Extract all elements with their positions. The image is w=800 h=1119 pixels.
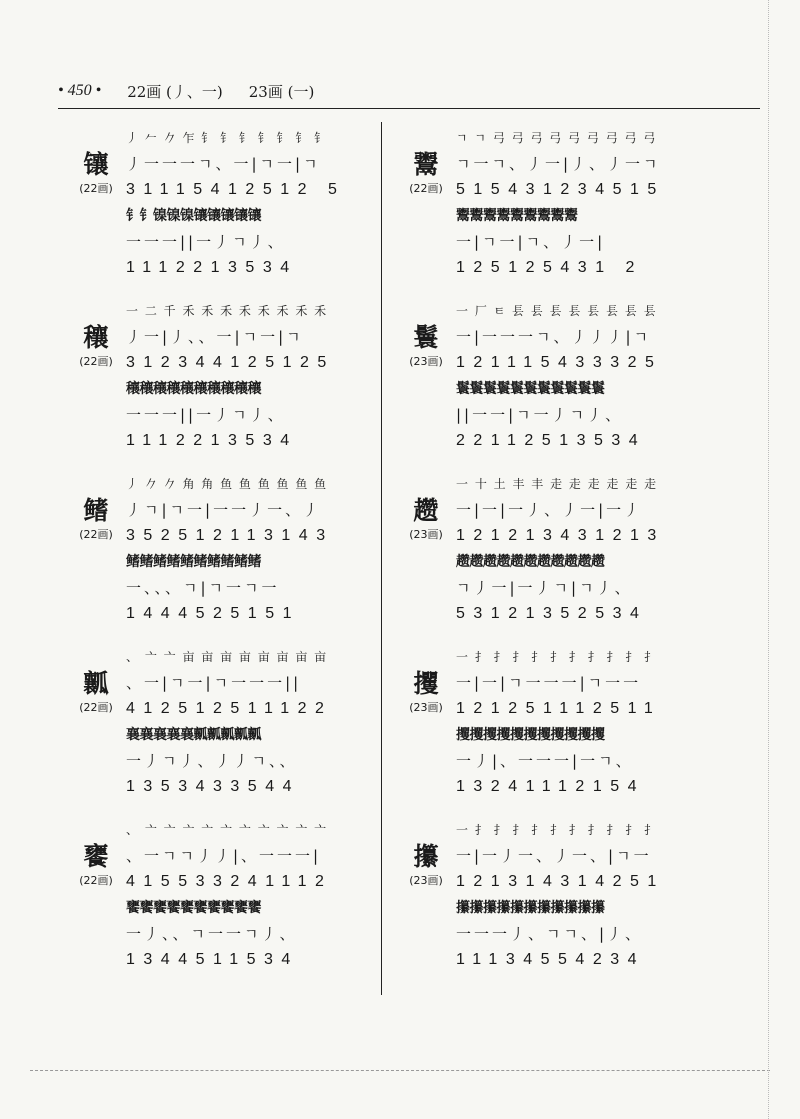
progressive-row: 一 二 千 禾 禾 禾 禾 禾 禾 禾 禾 (126, 304, 328, 318)
stroke-row: 一丿、、ㄱ一一ㄱ丿、 (126, 925, 298, 943)
stroke-row: 、一ㄱㄱ丿丿|、一一一| (126, 847, 322, 865)
progressive-row: 攥攥攥攥攥攥攥攥攥攥攥 (456, 900, 605, 916)
stroke-row: 丿ㄱ|ㄱ一|一一丿一、丿 (126, 501, 322, 519)
stroke-row: 一|一|ㄱ一一一|ㄱ一一 (456, 674, 642, 692)
stroke-row: 丿一|丿、、一|ㄱ一|ㄱ (126, 328, 304, 346)
stroke-lines (126, 125, 436, 281)
entry-character: 鳍 (83, 496, 109, 525)
number-row: 31115412512 5 (126, 181, 346, 198)
stroke-lines (126, 471, 436, 627)
number-row: 1353433544 (126, 778, 300, 795)
char-box (398, 150, 454, 196)
number-row: 11134554234 (456, 951, 646, 968)
char-box (398, 323, 454, 369)
progressive-row: 、 亠 亠 亠 亠 亠 亠 亠 亠 亠 亠 (126, 823, 328, 837)
stroke-row: 一|ㄱ一|ㄱ、丿一| (456, 233, 606, 251)
left-column (68, 125, 443, 990)
progressive-row: 鬻鬻鬻鬻鬻鬻鬻鬻鬻 (456, 208, 578, 224)
stroke-row: ||一一|ㄱ一丿ㄱ丿、 (456, 406, 624, 424)
stroke-row: ㄱ一ㄱ、丿一|丿、丿一ㄱ (456, 155, 661, 173)
progressive-row: 鬟鬟鬟鬟鬟鬟鬟鬟鬟鬟鬟 (456, 381, 605, 397)
character-entry (398, 298, 773, 471)
stroke-row: 一丿ㄱ丿、丿丿ㄱ、、 (126, 752, 298, 770)
progressive-row: 丿 𠂉 𠂊 乍 钅 钅 钅 钅 钅 钅 钅 (126, 131, 328, 145)
number-row: 412512511122 (126, 700, 333, 717)
character-entry (68, 471, 443, 644)
number-row: 121251112511 (456, 700, 662, 717)
stroke-row: ㄱ丿一|一丿ㄱ|ㄱ丿、 (456, 579, 633, 597)
stroke-lines (126, 298, 436, 454)
char-box (68, 669, 124, 715)
entry-character: 瓤 (83, 669, 109, 698)
stroke-lines (456, 298, 766, 454)
character-entry (68, 125, 443, 298)
progressive-row: ㄱ ㄱ 弓 弓 弓 弓 弓 弓 弓 弓 弓 (456, 131, 657, 145)
char-box (68, 150, 124, 196)
character-entry (68, 817, 443, 990)
bottom-rule (30, 1070, 770, 1071)
stroke-row: 一|一一一ㄱ、丿丿丿|ㄱ (456, 328, 652, 346)
progressive-row: 攫攫攫攫攫攫攫攫攫攫攫 (456, 727, 605, 743)
character-entry (68, 298, 443, 471)
number-row: 352512113143 (126, 527, 334, 544)
stroke-count: (22画) (409, 182, 443, 195)
stroke-count: (23画) (409, 355, 443, 368)
section-label-left: 22画 (丿、一) (127, 82, 223, 101)
number-row: 53121352534 (456, 605, 648, 622)
stroke-count: (23画) (409, 701, 443, 714)
stroke-row: 一一一||一丿ㄱ丿、 (126, 406, 286, 424)
stroke-count: (23画) (409, 874, 443, 887)
stroke-lines (126, 817, 436, 973)
stroke-lines (126, 644, 436, 800)
stroke-lines (456, 471, 766, 627)
progressive-row: 一 厂 ㅌ 镸 镸 镸 镸 镸 镸 镸 镸 (456, 304, 658, 318)
entry-character: 趱 (413, 496, 439, 525)
number-row: 121213431213 (456, 527, 665, 544)
char-box (398, 669, 454, 715)
progressive-row: 穰穰穰穰穰穰穰穰穰穰 (126, 381, 261, 397)
stroke-count: (22画) (79, 528, 113, 541)
character-entry (398, 644, 773, 817)
number-row: 13241112154 (456, 778, 646, 795)
entry-character: 鬟 (413, 323, 439, 352)
character-entry (68, 644, 443, 817)
progressive-row: 趱趱趱趱趱趱趱趱趱趱趱 (456, 554, 605, 570)
entry-character: 饔 (83, 842, 109, 871)
page-header (58, 76, 758, 106)
entry-character: 攫 (413, 669, 439, 698)
stroke-lines (456, 817, 766, 973)
progressive-row: 钅钅镍镍镍镶镶镶镶镶 (126, 208, 261, 224)
stroke-count: (22画) (79, 355, 113, 368)
page-number: • 450 • (58, 82, 102, 99)
char-box (398, 842, 454, 888)
number-row: 312344125125 (126, 354, 335, 371)
section-label-right: 23画 (一) (248, 82, 315, 101)
stroke-count: (22画) (79, 701, 113, 714)
stroke-count: (23画) (409, 528, 443, 541)
stroke-row: 一丿|、一一一|一ㄱ、 (456, 752, 634, 770)
character-entry (398, 817, 773, 990)
stroke-count: (22画) (79, 182, 113, 195)
char-box (68, 496, 124, 542)
stroke-row: 丿一一一ㄱ、一|ㄱ一|ㄱ (126, 155, 321, 173)
stroke-row: 一|一丿一、丿一、|ㄱ一 (456, 847, 652, 865)
stroke-row: 、一|ㄱ一|ㄱ一一一|| (126, 674, 302, 692)
character-entry (398, 125, 773, 298)
stroke-row: 一一一丿、ㄱㄱ、|丿、 (456, 925, 644, 943)
number-row: 1344511534 (126, 951, 299, 968)
progressive-row: 丿 𠂊 𠂊 角 角 鱼 鱼 鱼 鱼 鱼 鱼 (126, 477, 328, 491)
stroke-row: 一一一||一丿ㄱ丿、 (126, 233, 286, 251)
entry-character: 攥 (413, 842, 439, 871)
entry-character: 鬻 (413, 150, 439, 179)
number-row: 515431234515 (456, 181, 665, 198)
char-box (68, 323, 124, 369)
number-row: 1112213534 (126, 432, 298, 449)
number-row: 121115433325 (456, 354, 663, 371)
number-row: 125125431 2 (456, 259, 643, 276)
progressive-row: 一 扌 扌 扌 扌 扌 扌 扌 扌 扌 扌 (456, 823, 658, 837)
number-row: 1112213534 (126, 259, 298, 276)
entry-character: 穰 (83, 323, 109, 352)
stroke-lines (456, 644, 766, 800)
progressive-row: 一 扌 扌 扌 扌 扌 扌 扌 扌 扌 扌 (456, 650, 658, 664)
char-box (68, 842, 124, 888)
stroke-lines (456, 125, 766, 281)
character-entry (398, 471, 773, 644)
entry-character: 镶 (83, 150, 109, 179)
number-row: 1444525151 (126, 605, 300, 622)
stroke-count: (22画) (79, 874, 113, 887)
header-rule (58, 108, 760, 109)
progressive-row: 一 十 土 丰 丰 走 走 走 走 走 走 (456, 477, 658, 491)
stroke-row: 一、、、ㄱ|ㄱ一ㄱ一 (126, 579, 280, 597)
progressive-row: 饔饔饔饔饔饔饔饔饔饔 (126, 900, 261, 916)
number-row: 121314314251 (456, 873, 665, 890)
progressive-row: 、 亠 亠 亩 亩 亩 亩 亩 亩 亩 亩 (126, 650, 328, 664)
number-row: 22112513534 (456, 432, 647, 449)
progressive-row: 鳍鳍鳍鳍鳍鳍鳍鳍鳍鳍 (126, 554, 261, 570)
stroke-row: 一|一|一丿、丿一|一丿 (456, 501, 643, 519)
right-column (398, 125, 773, 990)
char-box (398, 496, 454, 542)
number-row: 415533241112 (126, 873, 333, 890)
progressive-row: 襄襄襄襄襄瓤瓤瓤瓤瓤 (126, 727, 261, 743)
